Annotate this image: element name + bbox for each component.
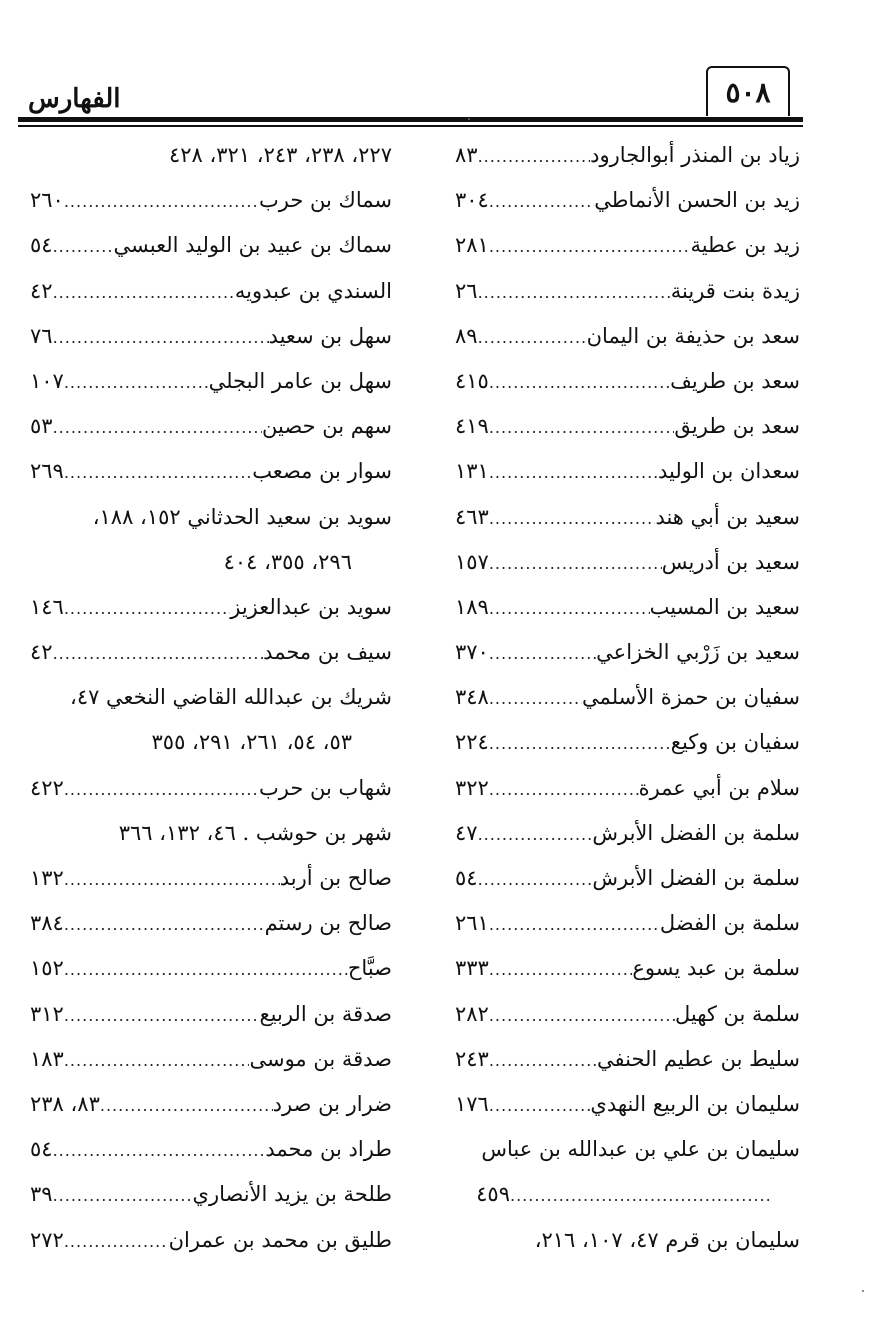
index-entry <box>455 1082 800 1127</box>
entry-pages: ٢٨٢ <box>455 1001 489 1026</box>
entry-pages: ٣٨٤ <box>30 911 64 936</box>
index-entry <box>455 675 800 720</box>
index-entry <box>30 675 392 720</box>
leader-dots <box>100 1083 273 1127</box>
index-entry <box>30 1037 392 1082</box>
entry-pages: ٤٥٩ <box>476 1182 510 1207</box>
entry-pages: ٥٤ <box>30 1137 53 1162</box>
leader-dots <box>489 676 582 720</box>
leader-dots <box>64 586 230 630</box>
leader-dots <box>478 270 671 314</box>
index-entry <box>455 1127 800 1172</box>
entry-name: صدقة بن الربيع <box>259 1001 392 1026</box>
entry-pages: ١٣٢ <box>30 866 64 890</box>
index-entry <box>30 540 392 585</box>
entry-name: سليمان بن قرم ٤٧، ١٠٧، ٢١٦، <box>534 1227 800 1252</box>
entry-name: طراد بن محمد <box>265 1137 392 1162</box>
entry-name: سيف بن محمد <box>263 640 392 665</box>
leader-dots <box>489 1038 597 1082</box>
entry-pages: ٣٣٣ <box>455 956 489 981</box>
index-entry <box>30 223 392 268</box>
index-entry <box>30 720 392 765</box>
leader-dots <box>64 1038 250 1082</box>
leader-dots <box>489 631 596 675</box>
leader-dots <box>53 1173 193 1217</box>
leader-dots <box>489 947 633 991</box>
entry-pages: ٣٠٤ <box>455 188 489 213</box>
index-entry <box>30 449 392 494</box>
entry-pages: ١٥٢ <box>30 956 64 981</box>
entry-pages: ١٠٧ <box>30 368 64 393</box>
entry-name: سلمة بن الفضل الأبرش <box>592 820 800 845</box>
entry-pages: ٤١٩ <box>455 414 489 439</box>
index-entry <box>30 1127 392 1172</box>
entry-pages: ٢٨١ <box>455 233 489 258</box>
entry-pages: ٣٢٢ <box>455 775 489 800</box>
index-entry <box>30 1172 392 1217</box>
entry-name: سعيد بن المسيب <box>649 594 800 619</box>
entry-name: سعد بن طريق <box>674 414 800 439</box>
entry-pages: ١٣١ <box>455 459 489 484</box>
entry-pages: ٤٢ <box>30 278 53 303</box>
entry-pages: ٧٦ <box>30 323 53 348</box>
entry-name: ٢٩٦، ٣٥٥، ٤٠٤ <box>223 549 352 574</box>
leader-dots <box>64 993 260 1037</box>
index-entry <box>30 1218 392 1263</box>
entry-name: سلمة بن الفضل <box>659 911 800 936</box>
entry-pages: ٢٧٢ <box>30 1227 64 1252</box>
entry-pages: ٨٣ <box>455 143 478 167</box>
header-rule <box>18 117 803 122</box>
leader-dots <box>489 721 671 765</box>
index-entry <box>30 359 392 404</box>
entry-name: سويد بن سعيد الحدثاني ١٥٢، ١٨٨، <box>92 504 392 529</box>
entry-pages: ٨٩ <box>455 323 478 348</box>
entry-name: زيد بن الحسن الأنماطي <box>594 188 800 213</box>
leader-dots <box>53 224 114 268</box>
entry-name: شهاب بن حرب <box>259 775 392 800</box>
entry-name: سعدان بن الوليد <box>657 459 800 484</box>
index-entry <box>30 314 392 359</box>
leader-dots <box>489 224 691 268</box>
entry-name: ٢٢٧، ٢٣٨، ٢٤٣، ٣٢١، ٤٢٨ <box>168 143 392 167</box>
entry-name: سفيان بن وكيع <box>670 730 800 755</box>
entry-pages: ٣٩ <box>30 1182 53 1207</box>
entry-name: سعد بن طريف <box>670 368 800 393</box>
index-entry <box>30 766 392 811</box>
index-entry <box>30 133 392 178</box>
entry-name: سلام بن أبي عمرة <box>638 775 800 800</box>
entry-pages: ٤٦٣ <box>455 504 489 529</box>
index-entry <box>455 720 800 765</box>
entry-pages: ٥٤ <box>30 233 53 258</box>
index-entry <box>30 1082 392 1127</box>
index-entry <box>455 585 800 630</box>
index-entry <box>455 901 800 946</box>
leader-dots <box>489 586 650 630</box>
entry-name: سلمة بن كهيل <box>674 1001 800 1026</box>
header-rule-thin <box>18 125 803 127</box>
index-entry <box>455 766 800 811</box>
entry-name: صبَّاح <box>347 956 392 981</box>
index-entry <box>30 992 392 1037</box>
index-entry <box>455 133 800 178</box>
leader-dots <box>64 1219 169 1263</box>
entry-name: سوار بن مصعب <box>252 459 392 484</box>
index-entry <box>30 178 392 223</box>
entry-name: صالح بن رستم <box>264 911 392 936</box>
entry-name: صالح بن أربد <box>279 866 392 890</box>
entry-name: سماك بن حرب <box>259 188 392 213</box>
index-entry <box>455 992 800 1037</box>
index-entry <box>30 404 392 449</box>
entry-pages: ٣١٢ <box>30 1001 64 1026</box>
leader-dots <box>489 179 594 223</box>
index-entry <box>30 856 392 901</box>
leader-dots <box>53 631 264 675</box>
page-number: ٥٠٨ <box>706 66 790 116</box>
entry-name: شريك بن عبدالله القاضي النخعي ٤٧، <box>70 685 392 710</box>
leader-dots <box>489 496 656 540</box>
leader-dots <box>489 993 675 1037</box>
index-entry <box>30 585 392 630</box>
index-entry <box>455 540 800 585</box>
entry-pages: ١٨٩ <box>455 594 489 619</box>
entry-name: سماك بن عبيد بن الوليد العبسي <box>113 233 392 258</box>
leader-dots <box>478 812 593 856</box>
entry-name: زياد بن المنذر أبوالجارود <box>590 143 800 167</box>
entry-name: سلمة بن عبد يسوع <box>632 956 800 981</box>
index-entry <box>455 856 800 901</box>
entry-name: سعيد بن زَرْبي الخزاعي <box>596 640 800 665</box>
entry-name: سلمة بن الفضل الأبرش <box>592 866 800 890</box>
scan-speck <box>862 1290 864 1292</box>
entry-name: سعيد بن أدريس <box>661 549 800 574</box>
index-entry <box>30 946 392 991</box>
leader-dots <box>64 450 252 494</box>
leader-dots <box>478 134 591 178</box>
entry-pages: ١٧٦ <box>455 1091 489 1116</box>
entry-pages: ٥٤ <box>455 866 478 890</box>
entry-pages: ٤٢ <box>30 640 53 665</box>
entry-name: طليق بن محمد بن عمران <box>168 1227 392 1252</box>
index-entry <box>455 449 800 494</box>
entry-name: سليمان بن الربيع النهدي <box>590 1091 800 1116</box>
entry-name: السندي بن عبدويه <box>234 278 392 303</box>
leader-dots <box>53 315 269 359</box>
entry-name: سهل بن سعيد <box>268 323 392 348</box>
index-entry <box>455 1037 800 1082</box>
leader-dots <box>64 360 209 404</box>
index-entry <box>30 269 392 314</box>
entry-name: صدقة بن موسى <box>249 1046 392 1071</box>
entry-name: شهر بن حوشب . ٤٦، ١٣٢، ٣٦٦ <box>118 820 392 845</box>
entry-name: زيد بن عطية <box>690 233 800 258</box>
leader-dots <box>489 360 670 404</box>
leader-dots <box>489 450 658 494</box>
index-entry <box>455 811 800 856</box>
leader-dots <box>478 315 587 359</box>
entry-pages: ٤١٥ <box>455 368 489 393</box>
entry-name: زيدة بنت قرينة <box>670 278 800 303</box>
index-entry <box>30 495 392 540</box>
entry-pages: ٤٢٢ <box>30 775 64 800</box>
entry-pages: ٨٣، ٢٣٨ <box>30 1091 100 1116</box>
page-title: الفهارس <box>28 84 121 114</box>
leader-dots <box>53 1128 266 1172</box>
leader-dots <box>489 405 675 449</box>
entry-pages: ٢٢٤ <box>455 730 489 755</box>
leader-dots <box>64 947 348 991</box>
leader-dots <box>489 541 662 585</box>
entry-name: سعد بن حذيفة بن اليمان <box>586 323 800 348</box>
leader-dots <box>489 767 639 811</box>
entry-pages: ٥٣ <box>30 414 53 439</box>
index-entry <box>455 178 800 223</box>
entry-pages: ١٥٧ <box>455 549 489 574</box>
entry-name: سليمان بن علي بن عبدالله بن عباس <box>481 1137 800 1162</box>
index-column-left <box>30 133 392 1263</box>
index-entry <box>455 269 800 314</box>
entry-pages: ١٤٦ <box>30 594 64 619</box>
index-entry <box>455 314 800 359</box>
index-entry <box>455 630 800 675</box>
index-entry <box>455 359 800 404</box>
entry-pages: ٢٤٣ <box>455 1046 489 1071</box>
entry-pages: ٢٦٩ <box>30 459 64 484</box>
entry-name: طلحة بن يزيد الأنصاري <box>192 1182 392 1207</box>
entry-pages: ٢٦ <box>455 278 478 303</box>
leader-dots <box>489 902 660 946</box>
entry-name: سفيان بن حمزة الأسلمي <box>582 685 800 710</box>
index-entry <box>455 495 800 540</box>
entry-name: سويد بن عبدالعزيز <box>230 594 392 619</box>
scan-speck <box>468 118 470 120</box>
entry-pages: ٤٧ <box>455 820 478 845</box>
leader-dots <box>64 902 265 946</box>
index-column-right <box>455 133 800 1263</box>
entry-name: سعيد بن أبي هند <box>655 504 800 529</box>
index-entry <box>455 1172 800 1217</box>
index-entry <box>30 811 392 856</box>
leader-dots <box>53 270 235 314</box>
index-entry <box>30 901 392 946</box>
index-entry <box>455 1218 800 1263</box>
leader-dots <box>64 179 259 223</box>
index-entry <box>455 404 800 449</box>
entry-name: سهل بن عامر البجلي <box>208 368 392 393</box>
index-entry <box>30 630 392 675</box>
entry-pages: ٣٤٨ <box>455 685 489 710</box>
entry-name: سهم بن حصين <box>262 414 392 439</box>
index-entry <box>455 946 800 991</box>
leader-dots <box>64 857 280 901</box>
entry-pages: ٢٦١ <box>455 911 489 936</box>
entry-name: ضرار بن صرد <box>272 1091 392 1116</box>
entry-name: سليط بن عطيم الحنفي <box>597 1046 800 1071</box>
entry-pages: ٢٦٠ <box>30 188 64 213</box>
index-entry <box>455 223 800 268</box>
entry-name: ٥٣، ٥٤، ٢٦١، ٢٩١، ٣٥٥ <box>151 730 352 755</box>
entry-pages: ٣٧٠ <box>455 640 489 665</box>
leader-dots <box>64 767 259 811</box>
leader-dots <box>53 405 262 449</box>
leader-dots <box>510 1173 770 1217</box>
leader-dots <box>478 857 593 901</box>
leader-dots <box>489 1083 591 1127</box>
entry-pages: ١٨٣ <box>30 1046 64 1071</box>
